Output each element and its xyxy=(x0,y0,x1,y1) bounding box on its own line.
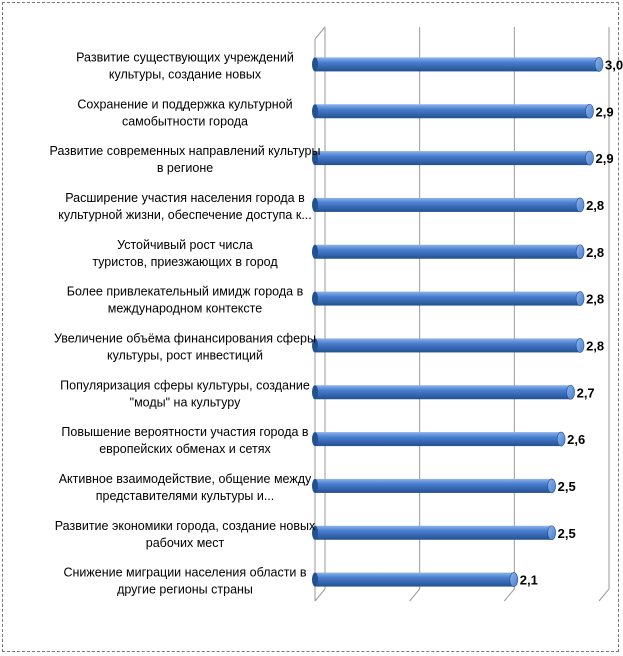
bar xyxy=(312,526,556,540)
category-label: Снижение миграции населения области в другие регионы страны xyxy=(63,565,307,597)
bar-chart xyxy=(3,3,623,653)
category-label: Повышение вероятности участия города в европейских обменах и сетях xyxy=(61,425,309,457)
bar xyxy=(312,479,556,493)
bar xyxy=(312,292,584,306)
bar xyxy=(312,151,594,165)
category-label: Увеличение объёма финансирования сферы культуры, рост инвестиций xyxy=(54,331,316,363)
value-label: 2,9 xyxy=(595,151,614,167)
chart-frame xyxy=(2,2,623,652)
bar xyxy=(312,573,518,587)
bar xyxy=(312,57,603,71)
bar xyxy=(312,432,565,446)
bar xyxy=(312,104,594,118)
value-label: 2,7 xyxy=(576,385,595,401)
value-label: 2,5 xyxy=(557,478,576,494)
value-label: 2,8 xyxy=(586,338,605,354)
value-label: 2,5 xyxy=(557,525,576,541)
value-label: 2,1 xyxy=(519,572,538,588)
value-label: 2,9 xyxy=(595,104,614,120)
value-label: 2,6 xyxy=(567,432,586,448)
value-label: 2,8 xyxy=(586,291,605,307)
value-label: 3,0 xyxy=(605,57,623,73)
value-labels xyxy=(520,57,623,587)
value-label: 2,8 xyxy=(586,244,605,260)
value-label: 2,8 xyxy=(586,197,605,213)
bars xyxy=(312,57,603,586)
category-labels xyxy=(50,50,321,596)
category-label: Развитие экономики города, создание новых рабочих мест xyxy=(54,518,316,550)
category-label: Развитие существующих учреждений культуры, создание новых xyxy=(76,50,294,82)
category-label: Устойчивый рост числа туристов, приезжающих в город xyxy=(92,237,278,269)
category-label: Активное взаимодействие, общение между представителями культуры и... xyxy=(58,471,312,503)
bar xyxy=(312,245,584,259)
category-label: Сохранение и поддержка культурной самобытности города xyxy=(77,97,293,129)
category-label: Популяризация сферы культуры, создание "моды" на культуру xyxy=(60,378,310,410)
category-label: Развитие современных направлений культуры в регионе xyxy=(49,144,321,176)
bar xyxy=(312,198,584,212)
category-label: Более привлекательный имидж города в международном контексте xyxy=(66,284,304,316)
category-label: Расширение участия населения города в культурной жизни, обеспечение доступа к... xyxy=(58,190,312,222)
bar xyxy=(312,385,575,399)
bar xyxy=(312,338,584,352)
